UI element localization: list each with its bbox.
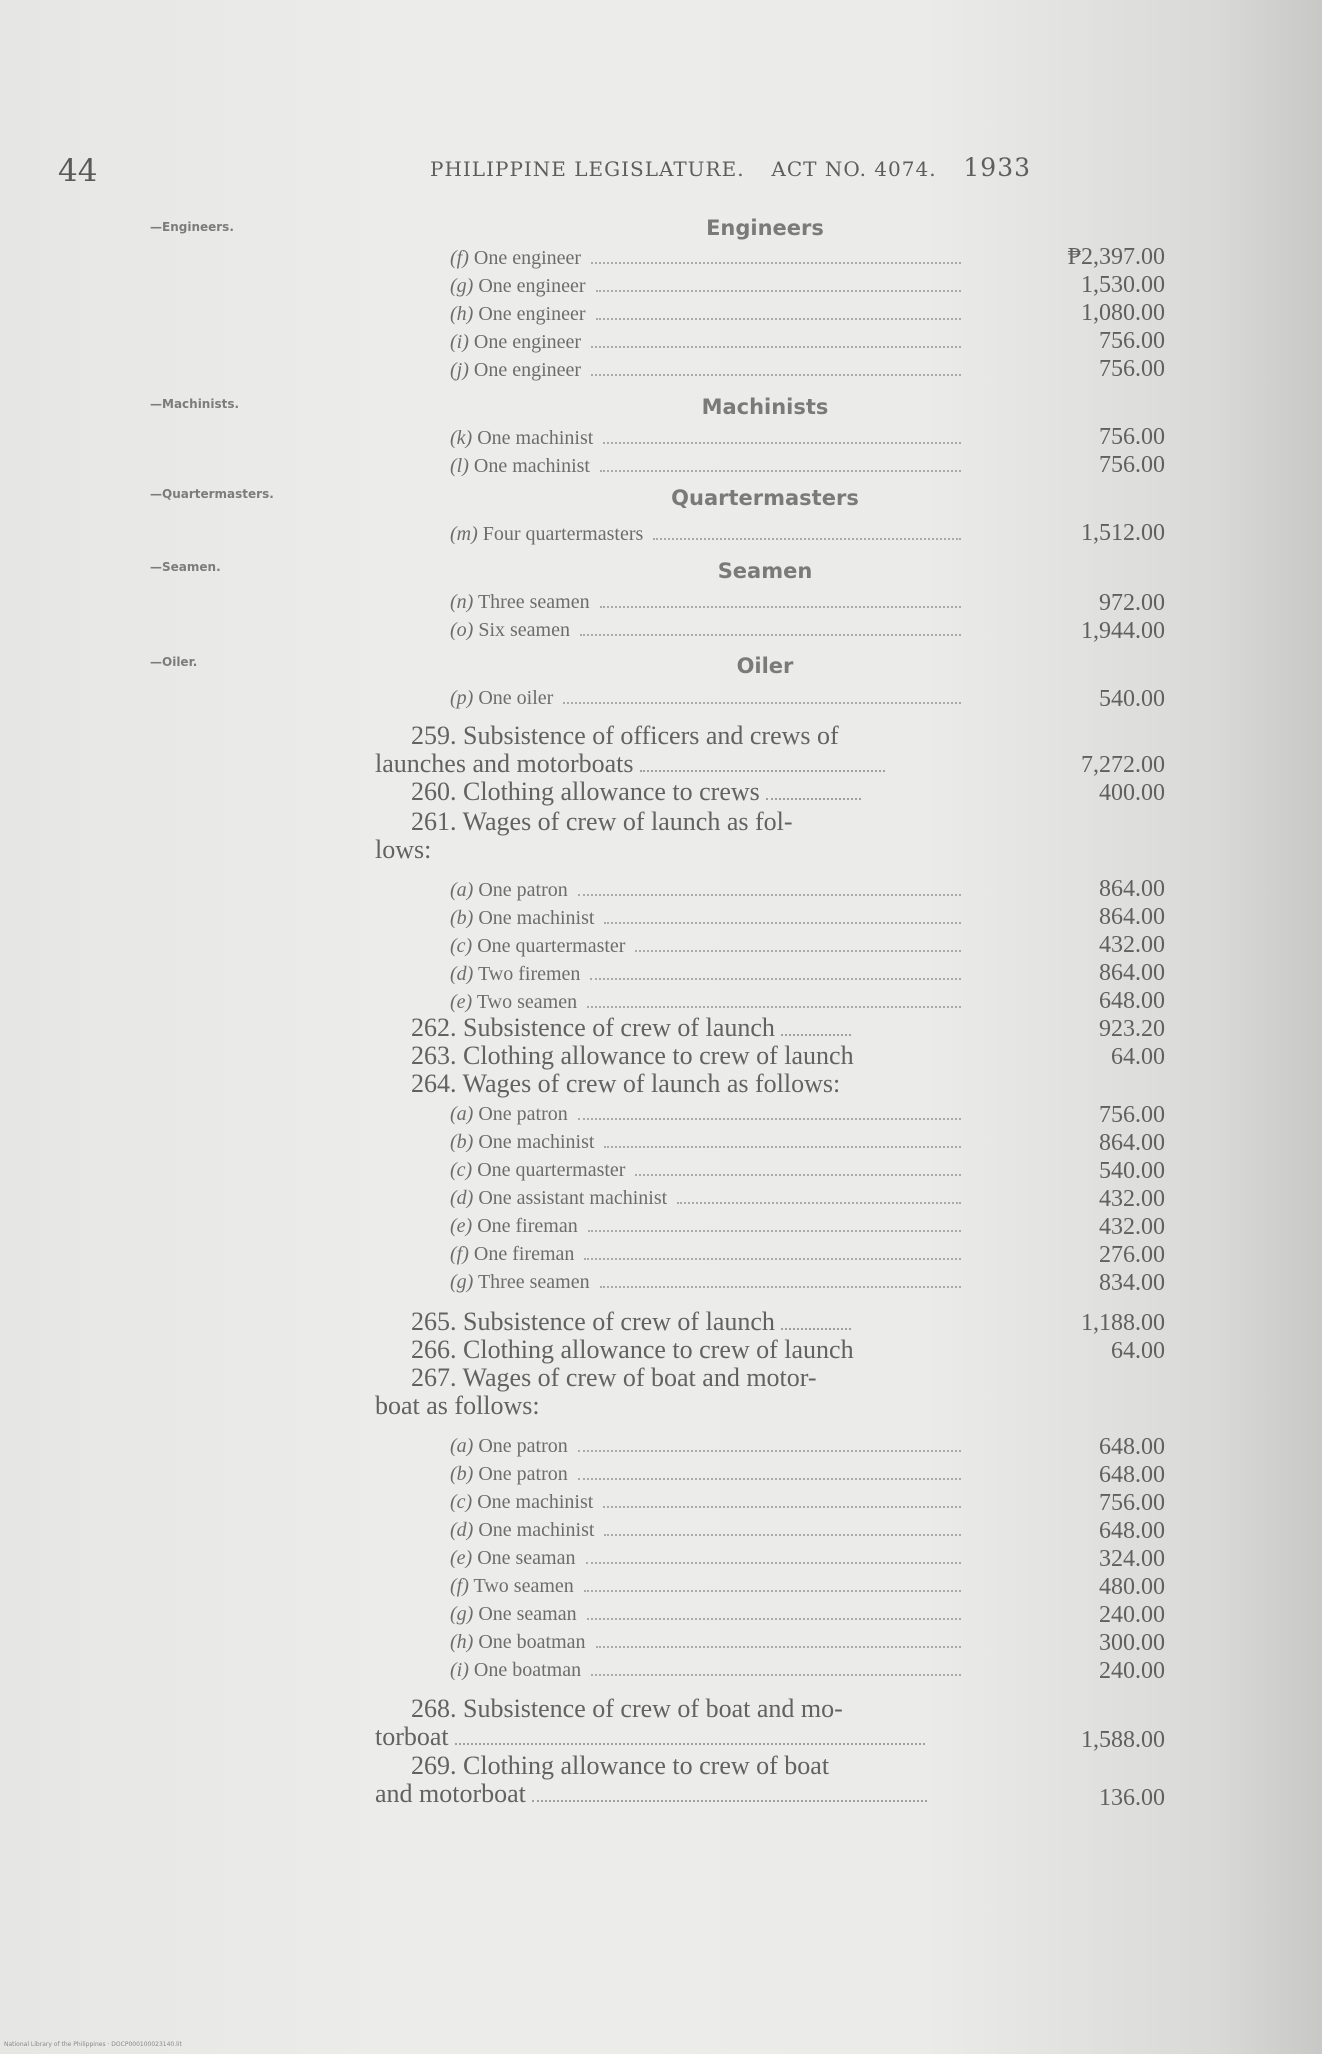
item-letter: (k) (450, 427, 473, 449)
list-item (450, 422, 965, 450)
list-item (450, 1430, 965, 1458)
item-text: One oiler (478, 687, 554, 709)
subhead-seamen: Seamen (717, 559, 813, 583)
list-item (450, 518, 965, 546)
list-item (450, 1486, 965, 1514)
item-letter: (h) (450, 303, 474, 325)
item-amount: 756.00 (1099, 356, 1165, 382)
item-letter: (a) (450, 1435, 474, 1457)
item-text: One engineer (478, 275, 586, 297)
subhead-oiler: Oiler (736, 654, 794, 678)
item-text: One engineer (473, 331, 582, 353)
item-amount: 276.00 (1099, 1242, 1165, 1268)
item-text: One patron (478, 879, 568, 901)
list-item (450, 354, 965, 382)
item-amount: 1,188.00 (1081, 1310, 1165, 1336)
paragraph-line: 261. Wages of crew of launch as fol- (411, 807, 793, 836)
list-item (450, 298, 965, 326)
paragraph-269 (375, 1752, 965, 1808)
item-text: One quartermaster (477, 935, 626, 957)
paragraph-266 (375, 1336, 965, 1364)
item-letter: (e) (450, 1547, 473, 1569)
item-letter: (i) (450, 331, 469, 353)
item-letter: (a) (450, 1103, 474, 1125)
item-amount: 648.00 (1099, 1462, 1165, 1488)
header-year: 1933 (963, 153, 1032, 182)
item-letter: (p) (450, 687, 474, 709)
item-letter: (j) (450, 359, 469, 381)
item-amount: 136.00 (1099, 1785, 1165, 1811)
subhead-quartermasters: Quartermasters (671, 486, 859, 510)
item-amount: 1,944.00 (1081, 618, 1165, 644)
margin-note-machinists: —Machinists. (150, 397, 240, 411)
item-letter: (c) (450, 1491, 473, 1513)
item-amount: 1,080.00 (1081, 300, 1165, 326)
item-letter: (c) (450, 935, 473, 957)
item-amount: 864.00 (1099, 904, 1165, 930)
list-item (450, 1514, 965, 1542)
list-item (450, 930, 965, 958)
list-item (450, 874, 965, 902)
item-letter: (m) (450, 523, 478, 545)
paragraph-264 (375, 1070, 965, 1098)
item-text: One boatman (478, 1631, 586, 1653)
item-amount: 756.00 (1099, 452, 1165, 478)
list-item (450, 682, 965, 710)
item-amount: ₱2,397.00 (1067, 244, 1165, 270)
item-letter: (g) (450, 1603, 474, 1625)
list-item (450, 1266, 965, 1294)
list-item (450, 1626, 965, 1654)
paragraph-261 (375, 808, 965, 864)
list-item (450, 450, 965, 478)
item-amount: 1,512.00 (1081, 520, 1165, 546)
list-item (450, 586, 965, 614)
item-letter: (b) (450, 1463, 474, 1485)
paragraph-267 (375, 1364, 965, 1420)
item-amount: 300.00 (1099, 1630, 1165, 1656)
item-letter: (e) (450, 1215, 473, 1237)
list-item (450, 1210, 965, 1238)
item-letter: (b) (450, 907, 474, 929)
list-item (450, 1598, 965, 1626)
item-text: Three seamen (477, 1271, 590, 1293)
item-amount: 864.00 (1099, 876, 1165, 902)
list-item (450, 614, 965, 642)
list-item (450, 1570, 965, 1598)
item-text: One engineer (473, 359, 582, 381)
item-amount: 972.00 (1099, 590, 1165, 616)
item-text: Two firemen (477, 963, 581, 985)
header-title-legislature: PHILIPPINE LEGISLATURE. (430, 157, 745, 181)
item-text: One patron (478, 1103, 568, 1125)
margin-note-quartermasters: —Quartermasters. (150, 487, 274, 501)
item-amount: 400.00 (1099, 780, 1165, 806)
item-amount: 324.00 (1099, 1546, 1165, 1572)
item-letter: (i) (450, 1659, 469, 1681)
paragraph-line: 262. Subsistence of crew of launch (411, 1013, 775, 1042)
item-text: One machinist (478, 907, 595, 929)
item-text: One seaman (478, 1603, 577, 1625)
paragraph-line: boat as follows: (375, 1391, 540, 1420)
list-item (450, 1098, 965, 1126)
item-amount: 923.20 (1099, 1016, 1165, 1042)
item-text: One quartermaster (477, 1159, 626, 1181)
paragraph-line: 267. Wages of crew of boat and motor- (411, 1363, 817, 1392)
paragraph-line: 265. Subsistence of crew of launch (411, 1307, 775, 1336)
item-text: One fireman (473, 1243, 575, 1265)
item-amount: 834.00 (1099, 1270, 1165, 1296)
item-letter: (n) (450, 591, 474, 613)
item-amount: 648.00 (1099, 1518, 1165, 1544)
item-amount: 540.00 (1099, 1158, 1165, 1184)
margin-note-oiler: —Oiler. (150, 655, 198, 669)
item-amount: 1,588.00 (1081, 1727, 1165, 1753)
page-number: 44 (58, 153, 98, 189)
list-item (450, 242, 965, 270)
item-letter: (g) (450, 1271, 474, 1293)
list-item (450, 902, 965, 930)
item-text: One machinist (478, 1131, 595, 1153)
item-text: One machinist (477, 427, 594, 449)
paragraph-line: 264. Wages of crew of launch as follows: (411, 1069, 841, 1098)
paragraph-line: 269. Clothing allowance to crew of boat (411, 1751, 830, 1780)
item-letter: (f) (450, 1243, 469, 1265)
margin-note-engineers: —Engineers. (150, 220, 234, 234)
list-item (450, 1458, 965, 1486)
paragraph-line: 259. Subsistence of officers and crews of (411, 721, 839, 750)
item-amount: 1,530.00 (1081, 272, 1165, 298)
item-amount: 648.00 (1099, 1434, 1165, 1460)
item-letter: (d) (450, 1187, 474, 1209)
item-letter: (g) (450, 275, 474, 297)
paragraph-268 (375, 1695, 965, 1751)
list-item (450, 1126, 965, 1154)
list-item (450, 1542, 965, 1570)
item-letter: (e) (450, 991, 473, 1013)
item-text: Six seamen (478, 619, 570, 641)
list-item (450, 1654, 965, 1682)
paragraph-line: 268. Subsistence of crew of boat and mo- (411, 1694, 843, 1723)
item-text: One engineer (478, 303, 586, 325)
item-amount: 648.00 (1099, 988, 1165, 1014)
item-amount: 240.00 (1099, 1658, 1165, 1684)
item-amount: 864.00 (1099, 960, 1165, 986)
paragraph-line: 260. Clothing allowance to crews (411, 777, 760, 806)
item-amount: 864.00 (1099, 1130, 1165, 1156)
item-amount: 64.00 (1111, 1338, 1165, 1364)
paragraph-line: 266. Clothing allowance to crew of launch (411, 1335, 854, 1364)
item-amount: 64.00 (1111, 1044, 1165, 1070)
margin-note-seamen: —Seamen. (150, 560, 221, 574)
item-letter: (l) (450, 455, 469, 477)
item-letter: (f) (450, 247, 469, 269)
item-text: One fireman (477, 1215, 578, 1237)
running-header (430, 153, 1031, 182)
item-text: Two seamen (473, 1575, 574, 1597)
item-text: One seaman (477, 1547, 576, 1569)
item-text: One machinist (477, 1491, 594, 1513)
item-amount: 540.00 (1099, 686, 1165, 712)
paragraph-line: launches and motorboats (375, 749, 634, 778)
item-text: One patron (478, 1463, 568, 1485)
paragraph-265 (375, 1308, 965, 1336)
item-text: Three seamen (477, 591, 590, 613)
item-amount: 756.00 (1099, 424, 1165, 450)
paragraph-line: and motorboat (375, 1779, 526, 1808)
item-text: One patron (478, 1435, 568, 1457)
item-amount: 240.00 (1099, 1602, 1165, 1628)
subhead-machinists: Machinists (701, 395, 829, 419)
item-text: One machinist (478, 1519, 595, 1541)
list-item (450, 986, 965, 1014)
item-amount: 432.00 (1099, 1186, 1165, 1212)
item-text: One machinist (473, 455, 590, 477)
list-item (450, 326, 965, 354)
item-letter: (a) (450, 879, 474, 901)
footer-note: National Library of the Philippines · DOCP000100023140.lit (4, 2041, 182, 2048)
paragraph-line: torboat (375, 1722, 449, 1751)
item-letter: (d) (450, 1519, 474, 1541)
item-amount: 756.00 (1099, 328, 1165, 354)
header-title-act: ACT NO. 4074. (771, 157, 937, 181)
item-amount: 7,272.00 (1081, 752, 1165, 778)
item-amount: 756.00 (1099, 1490, 1165, 1516)
item-letter: (c) (450, 1159, 473, 1181)
item-amount: 432.00 (1099, 932, 1165, 958)
item-letter: (d) (450, 963, 474, 985)
item-text: Four quartermasters (482, 523, 644, 545)
subhead-engineers: Engineers (706, 216, 824, 240)
item-letter: (o) (450, 619, 474, 641)
item-text: One boatman (473, 1659, 582, 1681)
item-amount: 756.00 (1099, 1102, 1165, 1128)
paragraph-line: lows: (375, 835, 432, 864)
list-item (450, 958, 965, 986)
list-item (450, 1238, 965, 1266)
list-item (450, 270, 965, 298)
item-text: One engineer (473, 247, 582, 269)
list-item (450, 1182, 965, 1210)
paragraph-263 (375, 1042, 965, 1070)
item-amount: 432.00 (1099, 1214, 1165, 1240)
item-letter: (h) (450, 1631, 474, 1653)
item-letter: (f) (450, 1575, 469, 1597)
paragraph-260 (375, 778, 965, 806)
item-text: One assistant machinist (478, 1187, 668, 1209)
item-letter: (b) (450, 1131, 474, 1153)
item-text: Two seamen (476, 991, 578, 1013)
paragraph-259 (375, 722, 965, 778)
item-amount: 480.00 (1099, 1574, 1165, 1600)
paragraph-262 (375, 1014, 965, 1042)
list-item (450, 1154, 965, 1182)
paragraph-line: 263. Clothing allowance to crew of launch (411, 1041, 854, 1070)
